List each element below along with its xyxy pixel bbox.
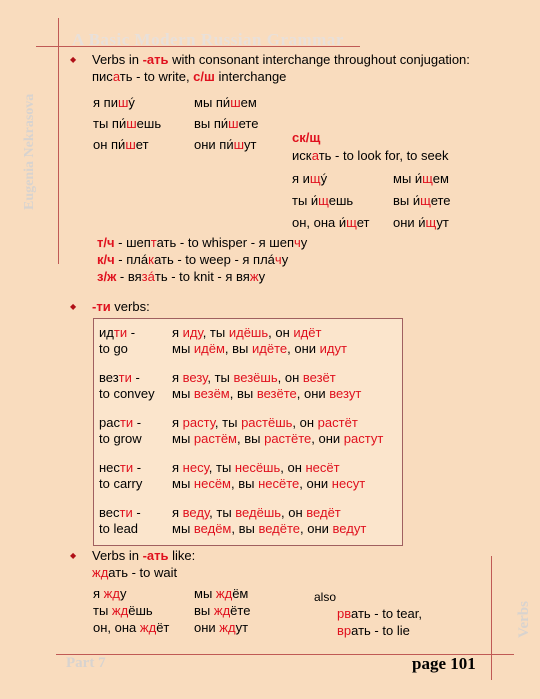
- conj-line: он, она и́щет: [292, 215, 370, 230]
- conj-line: мы пи́шем: [194, 95, 257, 110]
- conj-line: я жду: [93, 586, 127, 601]
- ti-verbs-table: [93, 318, 403, 546]
- infinitive: везти -: [99, 370, 140, 385]
- section-label: Verbs: [516, 601, 532, 638]
- infinitive: идти -: [99, 325, 136, 340]
- conj-line: я ищý: [292, 171, 328, 186]
- conj-line: они и́щут: [393, 215, 449, 230]
- conj-line: он пи́шет: [93, 137, 149, 152]
- interchange-examples: [97, 234, 307, 285]
- conj-line: мы и́щем: [393, 171, 449, 186]
- conj-line: мы несём, вы несёте, они несут: [172, 476, 366, 491]
- infinitive: расти -: [99, 415, 142, 430]
- conj-line: вы и́щете: [393, 193, 451, 208]
- interchange-line: з/ж - вязáть - to knit - я вяжу: [97, 269, 266, 284]
- translation: to carry: [99, 476, 143, 491]
- bullet-icon: ◆: [70, 302, 77, 311]
- conj-iskat-singular: [292, 168, 369, 234]
- section1-example: писать - to write, с/ш interchange: [92, 69, 287, 84]
- conj-line: ты и́щешь: [292, 193, 354, 208]
- conj-line: мы ведём, вы ведёте, они ведут: [172, 521, 367, 536]
- conj-line: они пи́шут: [194, 137, 257, 152]
- infinitive: вести -: [99, 505, 141, 520]
- frame-line-right: [491, 556, 492, 680]
- translation: to lead: [99, 521, 139, 536]
- interchange-line: к/ч - плáкать - to weep - я плáчу: [97, 252, 289, 267]
- conj-zhdat-plural: [194, 585, 250, 636]
- section1-heading: Verbs in -ать with consonant interchange throughout conjugation:: [92, 52, 470, 67]
- conj-zhdat-singular: [93, 585, 169, 636]
- translation: to grow: [99, 431, 142, 446]
- conj-line: ты ждёшь: [93, 603, 153, 618]
- conj-line: вы ждёте: [194, 603, 251, 618]
- infinitive: нести -: [99, 460, 142, 475]
- conj-line: мы идём, вы идёте, они идут: [172, 341, 347, 356]
- interchange-line: т/ч - шептать - to whisper - я шепчу: [97, 235, 308, 250]
- also-examples: [337, 605, 422, 639]
- also-line: врать - to lie: [337, 623, 410, 638]
- conj-pisat-plural: [194, 92, 258, 155]
- conj-line: мы растём, вы растёте, они растут: [172, 431, 384, 446]
- conj-line: они ждут: [194, 620, 249, 635]
- translation: to go: [99, 341, 128, 356]
- conj-line: я веду, ты ведёшь, он ведёт: [172, 505, 341, 520]
- conj-line: я везу, ты везёшь, он везёт: [172, 370, 336, 385]
- conj-line: вы пи́шете: [194, 116, 259, 131]
- section3-heading: Verbs in -ать like:: [92, 548, 196, 563]
- conj-line: ты пи́шешь: [93, 116, 162, 131]
- bullet-icon: ◆: [70, 55, 77, 64]
- conj-line: он, она ждёт: [93, 620, 170, 635]
- zhdat-example: ждать - to wait: [92, 565, 178, 580]
- bullet-icon: ◆: [70, 551, 77, 560]
- conj-line: мы везём, вы везёте, они везут: [172, 386, 362, 401]
- conj-iskat-plural: [393, 168, 451, 234]
- part-label: Part 7: [66, 655, 106, 671]
- section2-heading: -ти verbs:: [92, 299, 150, 314]
- header-title: A Basic Modern Russian Grammar: [72, 30, 344, 49]
- conj-line: я иду, ты идёшь, он идёт: [172, 325, 322, 340]
- conj-pisat-singular: [93, 92, 161, 155]
- conj-line: я пишý: [93, 95, 135, 110]
- author-name: Eugenia Nekrasova: [22, 93, 37, 210]
- conj-line: я несу, ты несёшь, он несёт: [172, 460, 340, 475]
- frame-line-left: [58, 18, 59, 264]
- page-number: page 101: [412, 654, 476, 673]
- also-label: also: [314, 590, 337, 604]
- translation: to convey: [99, 386, 155, 401]
- interchange-sk: ск/щ: [292, 130, 321, 145]
- conj-line: мы ждём: [194, 586, 249, 601]
- iskat-example: искать - to look for, to seek: [292, 148, 449, 163]
- also-line: рвать - to tear,: [337, 606, 422, 621]
- conj-line: я расту, ты растёшь, он растёт: [172, 415, 358, 430]
